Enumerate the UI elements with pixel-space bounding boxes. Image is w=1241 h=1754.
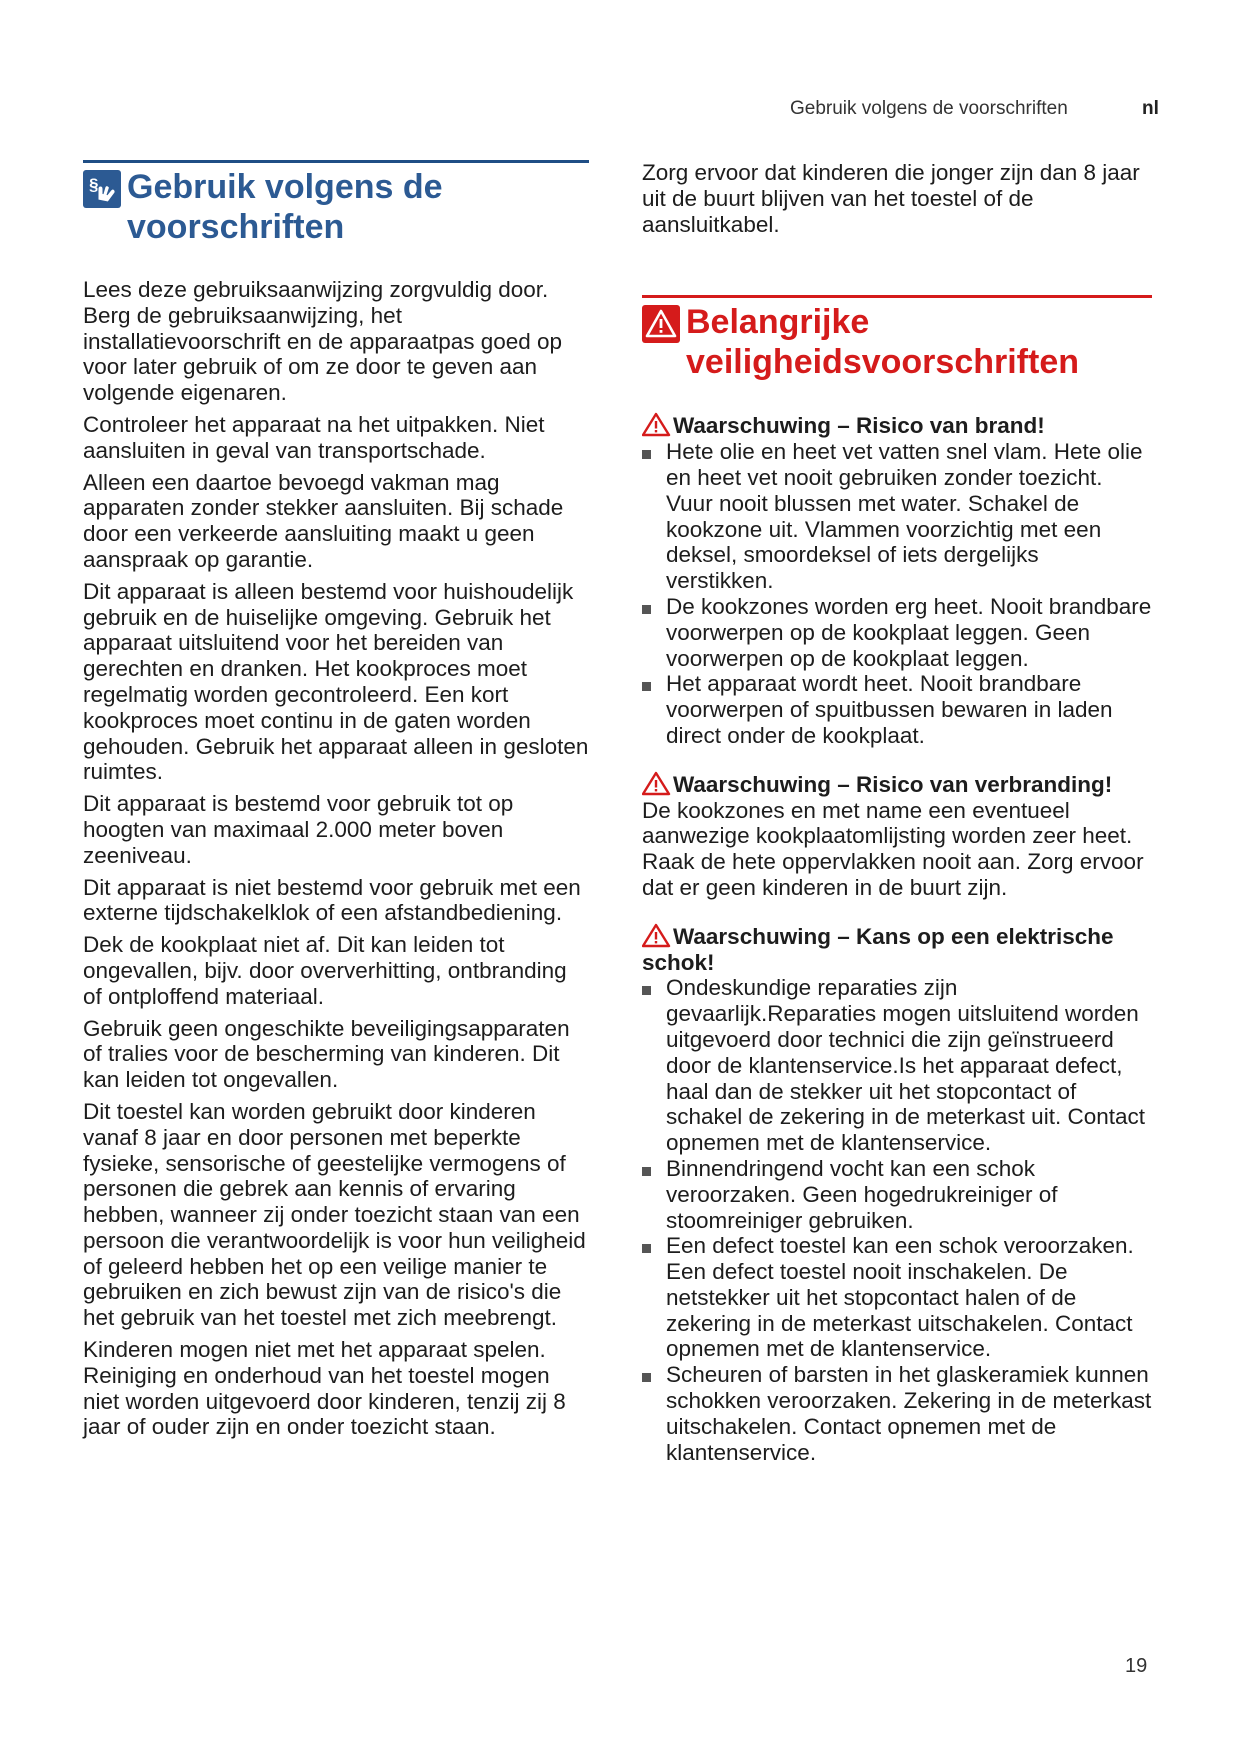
paragraph: Dit apparaat is bestemd voor gebruik tot op hoogten van maximaal 2.000 meter boven zeeniveau.	[83, 791, 514, 868]
regulations-hand-icon	[83, 170, 121, 208]
list-item: Het apparaat wordt heet. Nooit brandbare voorwerpen of spuitbussen bewaren in laden direct onder de kookplaat.	[642, 671, 1152, 748]
paragraph: Dit apparaat is niet bestemd voor gebruik met een externe tijdschakelklok of een afstandbediening.	[83, 874, 581, 926]
page-number: 19	[1125, 1655, 1148, 1677]
warning-triangle-icon	[642, 923, 673, 948]
language-code: nl	[1142, 98, 1159, 119]
paragraph: Kinderen mogen niet met het apparaat spelen. Reiniging en onderhoud van het toestel mogen niet worden uitgevoerd door kinderen, tenzij zij 8 jaar of ouder zijn en onder toezicht staan.	[83, 1337, 566, 1440]
list-item: Een defect toestel kan een schok veroorzaken. Een defect toestel nooit inschakelen. De netstekker uit het stopcontact halen of de zekering in de meterkast uitschakelen. Contact opnemen met de klantenservice.	[642, 1233, 1152, 1362]
paragraph: Lees deze gebruiksaanwijzing zorgvuldig door. Berg de gebruiksaanwijzing, het installatievoorschrift en de apparaatpas goed op voor later gebruik of om ze door te geven aan volgende eigenaren.	[83, 277, 563, 406]
children-distance-paragraph: Zorg ervoor dat kinderen die jonger zijn dan 8 jaar uit de buurt blijven van het toestel of de aansluitkabel.	[642, 160, 1140, 237]
warning-block	[642, 412, 1152, 748]
section-title: Belangrijke veiligheidsvoorschriften	[686, 303, 1079, 382]
paragraph: Gebruik geen ongeschikte beveiligingsapparaten of tralies voor de bescherming van kinderen. Dit kan leiden tot ongevallen.	[83, 1015, 570, 1093]
section-title: Gebruik volgens de voorschriften	[127, 168, 443, 246]
warning-triangle-icon	[642, 412, 673, 437]
list-item: Hete olie en heet vet vatten snel vlam. Hete olie en heet vet nooit gebruiken zonder toezicht. Vuur nooit blussen met water. Schakel de kookzone uit. Vlammen voorzichtig met een deksel, smoordeksel of iets dergelijks verstikken.	[642, 439, 1152, 594]
warning-bullets	[642, 439, 1152, 749]
warning-title	[642, 771, 1152, 798]
list-item: Binnendringend vocht kan een schok veroorzaken. Geen hogedrukreiniger of stoomreiniger gebruiken.	[642, 1156, 1152, 1233]
paragraph: Dit toestel kan worden gebruikt door kinderen vanaf 8 jaar en door personen met beperkte fysieke, sensorische of geestelijke vermogens of personen die gebrek aan kennis of ervaring hebben, wanneer zij onder toezicht staan van een persoon die verantwoordelijk is voor hun veiligheid of geleerd hebben het op een veilige manier te gebruiken en zich bewust zijn van de risico's die het gebruik van het toestel met zich meebrengt.	[83, 1098, 586, 1331]
warnings-list	[642, 412, 1152, 1465]
list-item: Ondeskundige reparaties zijn gevaarlijk.Reparaties mogen uitsluitend worden uitgevoerd door technici die zijn geïnstrueerd door de klantenservice.Is het apparaat defect, haal dan de stekker uit het stopcontact of schakel de zekering in de meterkast uit. Contact opnemen met de klantenservice.	[642, 975, 1152, 1156]
warning-title	[642, 412, 1152, 439]
paragraph: Alleen een daartoe bevoegd vakman mag apparaten zonder stekker aansluiten. Bij schade door een verkeerde aansluiting maakt u geen aanspraak op garantie.	[83, 469, 564, 572]
warning-title-text: Waarschuwing – Kans op een elektrische schok!	[642, 923, 1114, 975]
section-heading-safety	[642, 295, 1152, 382]
warning-triangle-icon	[642, 771, 673, 796]
paragraph: Controleer het apparaat na het uitpakken. Niet aansluiten in geval van transportschade.	[83, 411, 545, 463]
warning-title-text: Waarschuwing – Risico van brand!	[673, 413, 1045, 439]
warning-title-text: Waarschuwing – Risico van verbranding!	[673, 771, 1113, 797]
warning-title	[642, 923, 1152, 976]
section-heading-usage	[83, 160, 589, 247]
svg-text:§: §	[89, 175, 99, 194]
running-header-title: Gebruik volgens de voorschriften	[790, 98, 1068, 119]
warning-icon	[642, 305, 680, 343]
warning-block	[642, 923, 1152, 1466]
paragraph: Dek de kookplaat niet af. Dit kan leiden tot ongevallen, bijv. door oververhitting, ontbranding of ontploffend materiaal.	[83, 932, 567, 1009]
left-paragraphs	[83, 277, 589, 1440]
left-column	[83, 160, 589, 1446]
list-item: Scheuren of barsten in het glaskeramiek kunnen schokken veroorzaken. Zekering in de meterkast uitschakelen. Contact opnemen met de klantenservice.	[642, 1362, 1152, 1465]
right-column	[642, 160, 1152, 1465]
warning-bullets	[642, 975, 1152, 1465]
paragraph: Dit apparaat is alleen bestemd voor huishoudelijk gebruik en de huiselijke omgeving. Gebruik het apparaat uitsluitend voor het bereiden van gerechten en dranken. Het kookproces moet regelmatig worden gecontroleerd. Een kort kookproces moet continu in de gaten worden gehouden. Gebruik het apparaat alleen in gesloten ruimtes.	[83, 578, 589, 785]
warning-text: De kookzones en met name een eventueel aanwezige kookplaatomlijsting worden zeer heet. Raak de hete oppervlakken nooit aan. Zorg ervoor dat er geen kinderen in de buurt zijn.	[642, 797, 1144, 900]
warning-block	[642, 771, 1152, 901]
list-item: De kookzones worden erg heet. Nooit brandbare voorwerpen op de kookplaat leggen. Geen voorwerpen op de kookplaat leggen.	[642, 594, 1152, 671]
